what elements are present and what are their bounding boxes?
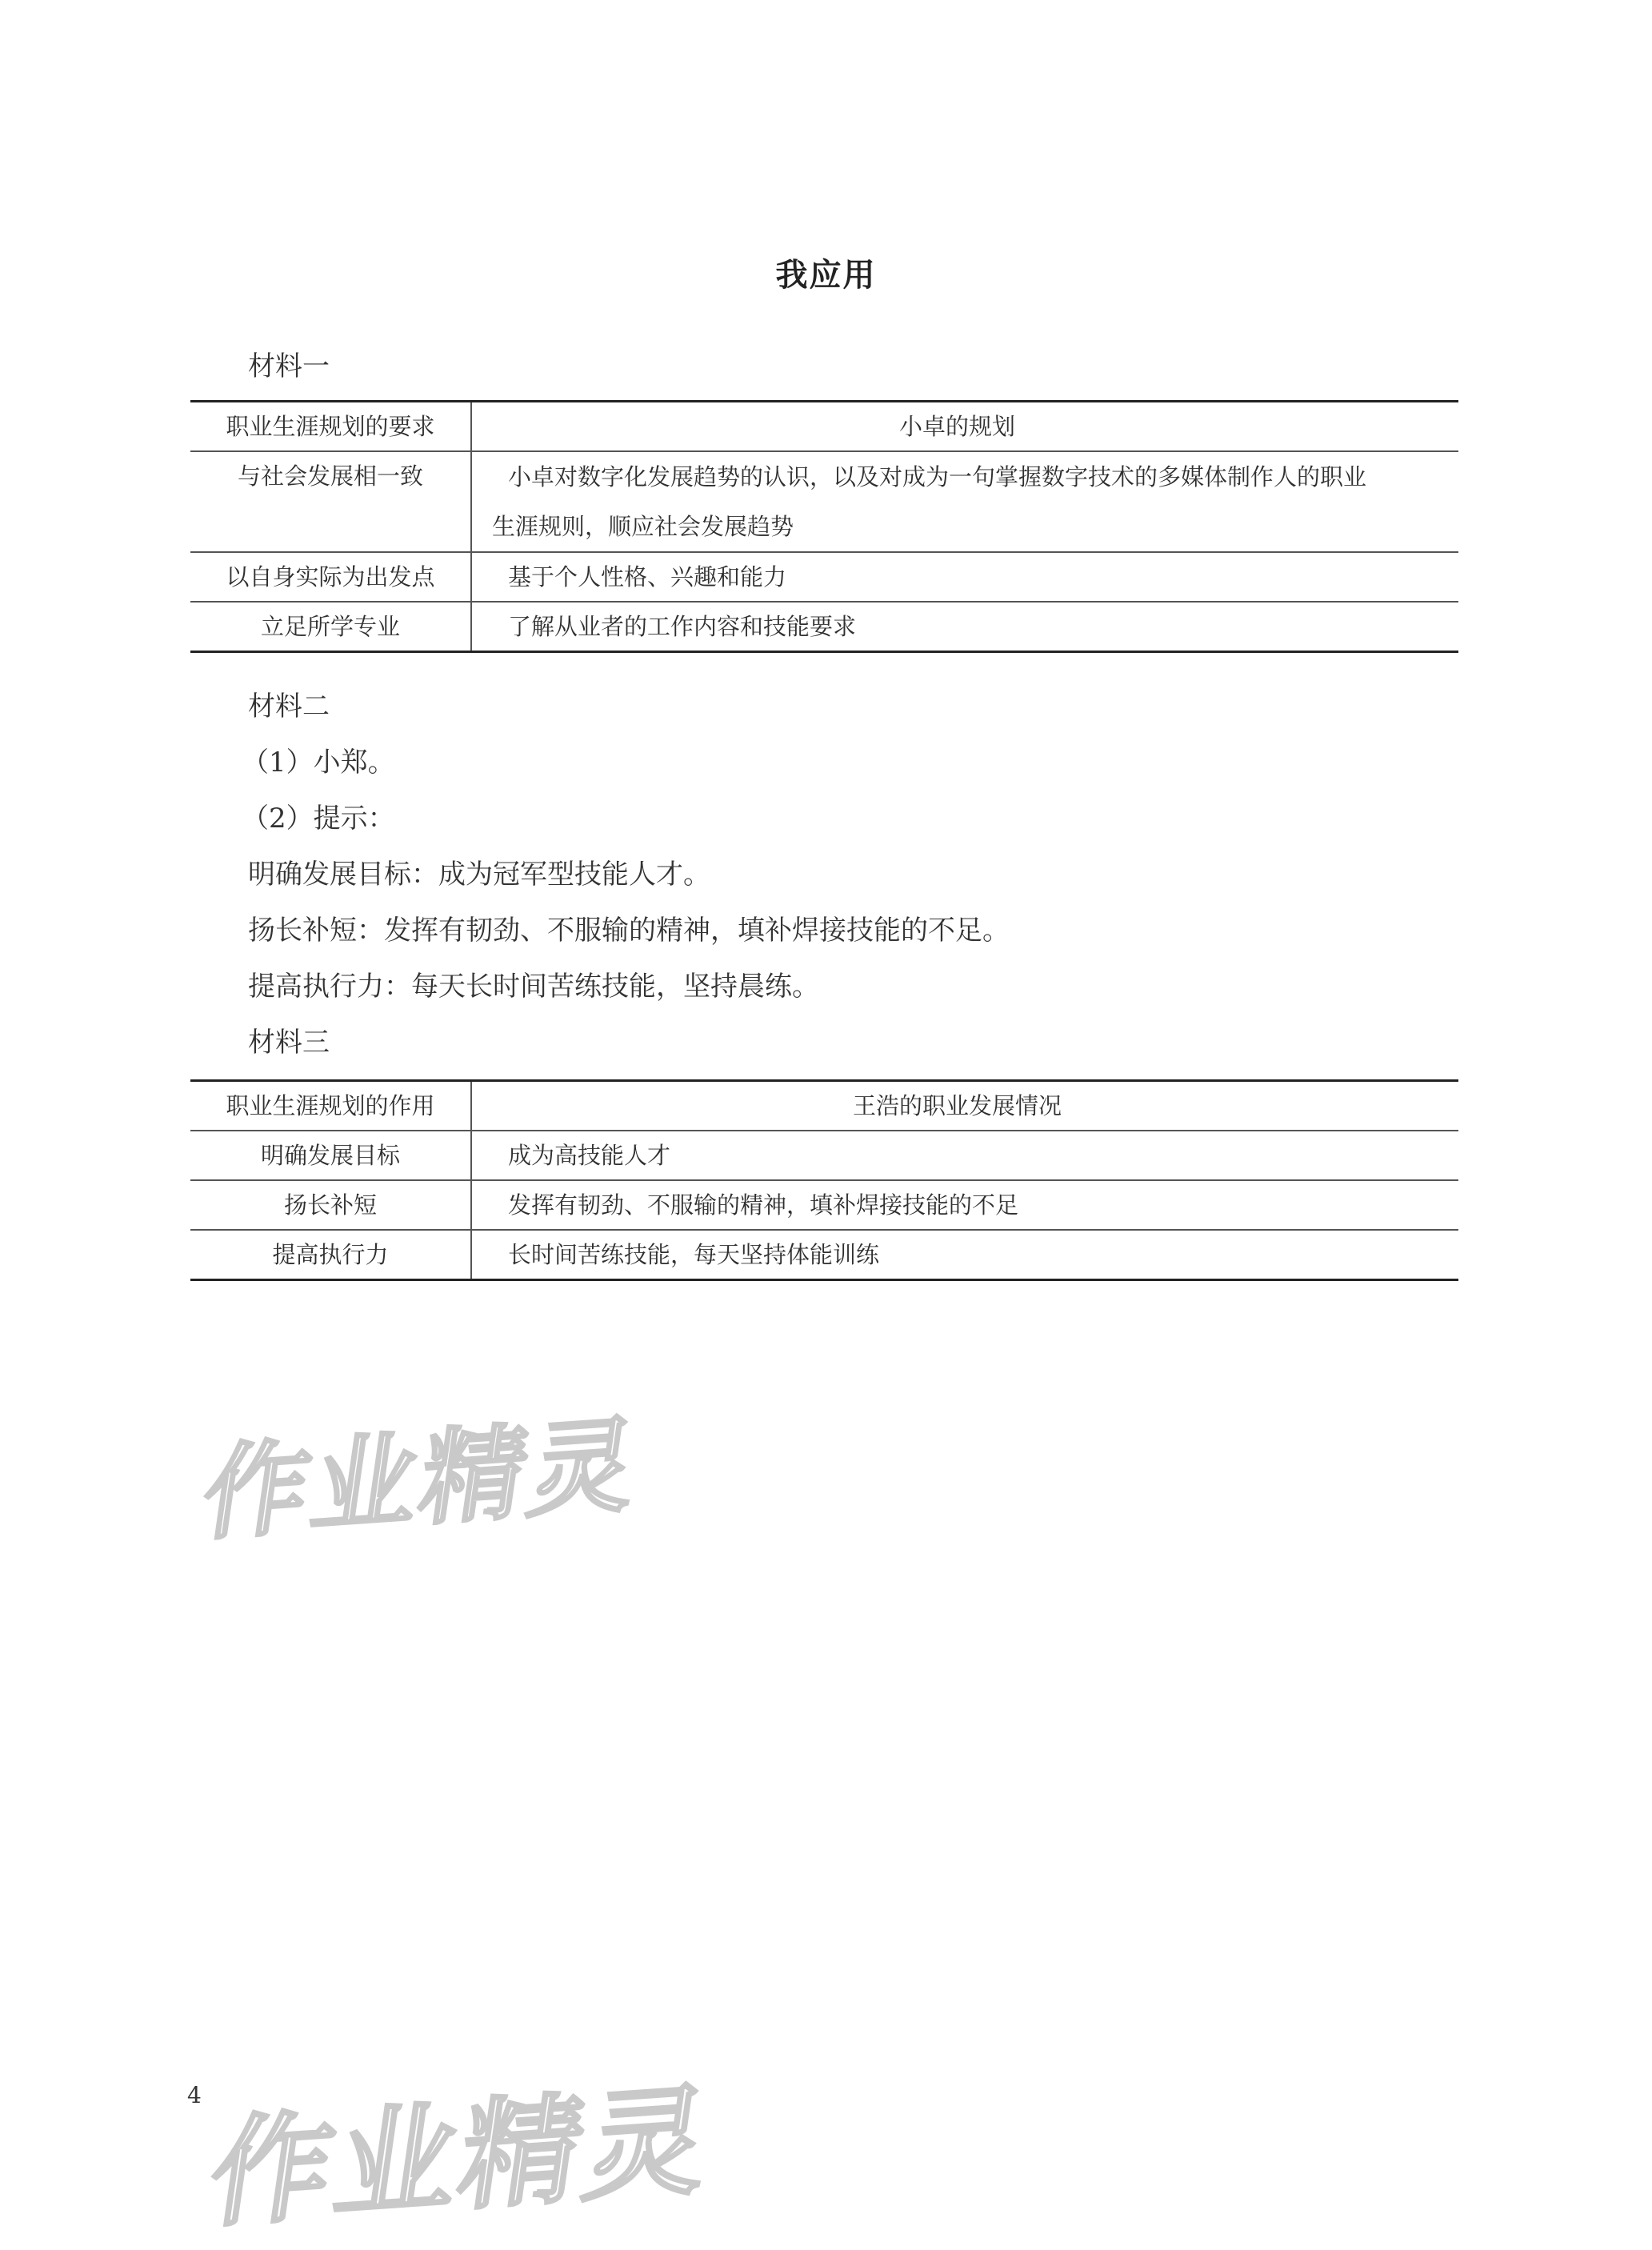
- watermark-logo: 作业精灵: [195, 1403, 647, 1555]
- role-cell: 明确发展目标: [190, 1131, 471, 1180]
- answer-line: 明确发展目标：成为冠军型技能人才。: [248, 859, 710, 891]
- situation-cell: 发挥有韧劲、不服输的精神，填补焊接技能的不足: [471, 1180, 1458, 1230]
- answer-line: 扬长补短：发挥有韧劲、不服输的精神，填补焊接技能的不足。: [248, 915, 1010, 947]
- table-row: [190, 1230, 1458, 1280]
- table-row: [190, 602, 1458, 652]
- material3-table: [190, 1079, 1458, 1281]
- answer-line: 提高执行力：每天长时间苦练技能，坚持晨练。: [248, 971, 819, 1003]
- page-number: 4: [187, 2082, 202, 2108]
- situation-cell: 长时间苦练技能，每天坚持体能训练: [471, 1230, 1458, 1280]
- plan-cell: [471, 451, 1458, 552]
- plan-line: 生涯规则，顺应社会发展趋势: [492, 513, 794, 540]
- requirement-cell: 与社会发展相一致: [190, 451, 471, 552]
- header-cell-situation: 王浩的职业发展情况: [471, 1081, 1458, 1131]
- plan-cell: 基于个人性格、兴趣和能力: [471, 552, 1458, 602]
- table-row: [190, 1131, 1458, 1180]
- header-cell-role: 职业生涯规划的作用: [190, 1081, 471, 1131]
- table-row: [190, 1180, 1458, 1230]
- requirement-cell: 立足所学专业: [190, 602, 471, 652]
- header-cell-requirement: 职业生涯规划的要求: [190, 402, 471, 452]
- watermark-logo: 作业精灵: [201, 2071, 721, 2245]
- plan-line: 小卓对数字化发展趋势的认识，以及对成为一句掌握数字技术的多媒体制作人的职业: [508, 463, 1367, 490]
- page-title: 我应用: [775, 257, 877, 294]
- plan-cell: 了解从业者的工作内容和技能要求: [471, 602, 1458, 652]
- requirement-cell: 以自身实际为出发点: [190, 552, 471, 602]
- situation-cell: 成为高技能人才: [471, 1131, 1458, 1180]
- table-row: [190, 552, 1458, 602]
- role-cell: 提高执行力: [190, 1230, 471, 1280]
- table-header-row: [190, 1081, 1458, 1131]
- header-cell-plan: 小卓的规划: [471, 402, 1458, 452]
- role-cell: 扬长补短: [190, 1180, 471, 1230]
- table-row: [190, 451, 1458, 552]
- material1-table: [190, 400, 1458, 653]
- material1-label: 材料一: [248, 350, 330, 382]
- answer-line: （2）提示：: [242, 803, 395, 835]
- answer-line: （1）小郑。: [242, 747, 395, 779]
- table-header-row: [190, 402, 1458, 452]
- material3-label: 材料三: [248, 1027, 330, 1059]
- material2-label: 材料二: [248, 691, 330, 723]
